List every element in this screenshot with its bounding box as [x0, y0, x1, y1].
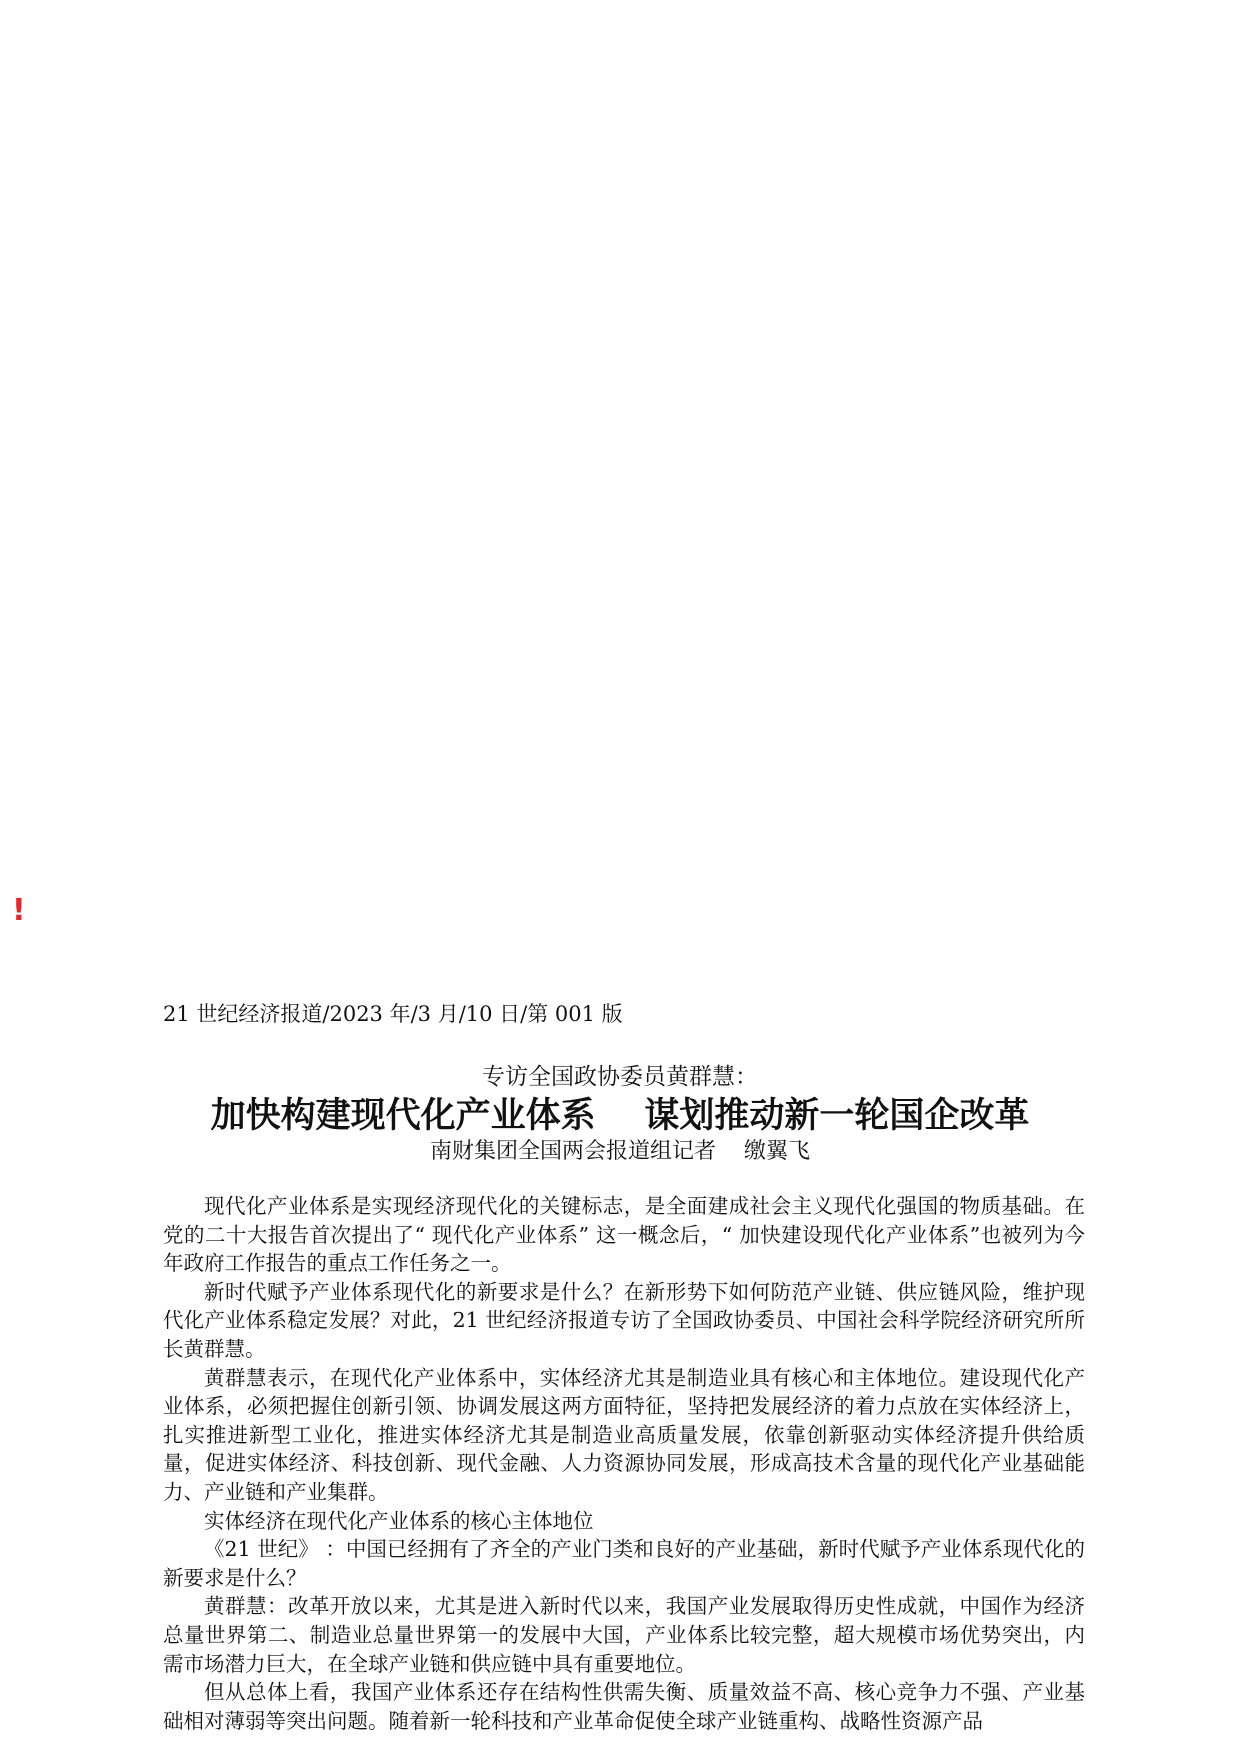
red-exclamation-mark: ! — [12, 893, 26, 928]
interview-question: 《21 世纪》 ：中国已经拥有了齐全的产业门类和良好的产业基础，新时代赋予产业体系现代化的新要求是什么？ — [163, 1537, 1085, 1590]
paragraph: 黄群慧表示，在现代化产业体系中，实体经济尤其是制造业具有核心和主体地位。建设现代化产业体系，必须把握住创新引领、协调发展这两方面特征，坚持把发展经济的着力点放在实体经济上，扎实推进新型工业化，推进实体经济尤其是制造业高质量发展，依靠创新驱动实体经济提升供给质量，促进实体经济、科技创新、现代金融、人力资源协同发展，形成高技术含量的现代化产业基础能力、产业链和产业集群。 — [163, 1365, 1085, 1504]
article-body — [163, 1192, 1085, 1735]
article-headline: 加快构建现代化产业体系 谋划推动新一轮国企改革 — [210, 1096, 1030, 1136]
source-line: 21 世纪经济报道/2023 年/3 月/10 日/第 001 版 — [163, 1002, 623, 1026]
section-heading: 实体经济在现代化产业体系的核心主体地位 — [204, 1508, 594, 1533]
interview-answer: 黄群慧：改革开放以来，尤其是进入新时代以来，我国产业发展取得历史性成就，中国作为经济总量世界第二、制造业总量世界第一的发展中大国，产业体系比较完整，超大规模市场优势突出，内需市场潜力巨大，在全球产业链和供应链中具有重要地位。 — [163, 1594, 1085, 1676]
paragraph: 现代化产业体系是实现经济现代化的关键标志，是全面建成社会主义现代化强国的物质基础。在党的二十大报告首次提出了“ 现代化产业体系” 这一概念后，“ 加快建设现代化产业体系”也被列为今年政府工作报告的重点工作任务之一。 — [163, 1194, 1085, 1276]
article-byline: 南财集团全国两会报道组记者 缴翼飞 — [430, 1139, 810, 1164]
article-kicker: 专访全国政协委员黄群慧： — [482, 1064, 758, 1090]
paragraph: 新时代赋予产业体系现代化的新要求是什么？在新形势下如何防范产业链、供应链风险，维护现代化产业体系稳定发展？对此，21 世纪经济报道专访了全国政协委员、中国社会科学院经济研究所所长黄群慧。 — [163, 1279, 1085, 1361]
paragraph: 但从总体上看，我国产业体系还存在结构性供需失衡、质量效益不高、核心竞争力不强、产业基础相对薄弱等突出问题。随着新一轮科技和产业革命促使全球产业链重构、战略性资源产品 — [163, 1680, 1085, 1733]
